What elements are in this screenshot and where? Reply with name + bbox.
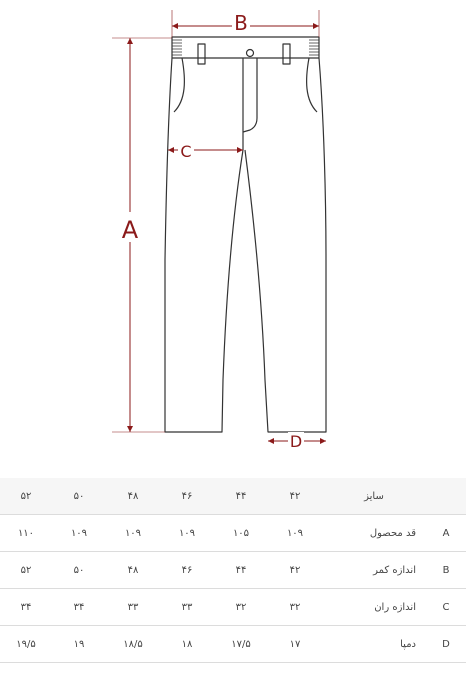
value-cell: ۱۰۹ (106, 515, 160, 552)
size-cell: ۵۰ (52, 478, 106, 515)
table-row (0, 515, 466, 552)
value-cell: ۳۲ (214, 589, 268, 626)
value-cell: ۴۴ (214, 552, 268, 589)
value-cell: ۱۰۹ (268, 515, 322, 552)
value-cell: ۱۸/۵ (106, 626, 160, 663)
value-cell: ۱۰۵ (214, 515, 268, 552)
row-letter: A (426, 515, 466, 552)
value-cell: ۴۸ (106, 552, 160, 589)
row-label: اندازه کمر (322, 552, 426, 589)
value-cell: ۳۴ (0, 589, 52, 626)
value-cell: ۱۰۹ (160, 515, 214, 552)
measurement-arrows (127, 23, 326, 444)
row-letter: C (426, 589, 466, 626)
value-cell: ۳۳ (106, 589, 160, 626)
label-d: D (289, 432, 303, 450)
value-cell: ۱۰۹ (52, 515, 106, 552)
size-cell: ۴۲ (268, 478, 322, 515)
label-b: B (234, 11, 248, 35)
header-label: سایز (322, 478, 426, 515)
pants-outline (165, 37, 326, 432)
measurement-lines (112, 10, 326, 441)
size-cell: ۴۴ (214, 478, 268, 515)
header-letter (426, 478, 466, 515)
table-row (0, 552, 466, 589)
value-cell: ۴۲ (268, 552, 322, 589)
table-row (0, 589, 466, 626)
value-cell: ۱۹ (52, 626, 106, 663)
value-cell: ۱۱۰ (0, 515, 52, 552)
row-label: قد محصول (322, 515, 426, 552)
value-cell: ۵۲ (0, 552, 52, 589)
value-cell: ۱۷/۵ (214, 626, 268, 663)
table-row (0, 626, 466, 663)
size-cell: ۵۲ (0, 478, 52, 515)
size-cell: ۴۸ (106, 478, 160, 515)
value-cell: ۱۹/۵ (0, 626, 52, 663)
label-a: A (121, 216, 139, 244)
size-cell: ۴۶ (160, 478, 214, 515)
value-cell: ۳۴ (52, 589, 106, 626)
row-letter: D (426, 626, 466, 663)
row-label: اندازه ران (322, 589, 426, 626)
size-table-header (0, 478, 466, 515)
label-c: C (180, 142, 192, 161)
size-table (0, 478, 466, 663)
row-letter: B (426, 552, 466, 589)
value-cell: ۳۲ (268, 589, 322, 626)
row-label: دمپا (322, 626, 426, 663)
value-cell: ۴۶ (160, 552, 214, 589)
value-cell: ۳۳ (160, 589, 214, 626)
value-cell: ۱۷ (268, 626, 322, 663)
value-cell: ۱۸ (160, 626, 214, 663)
value-cell: ۵۰ (52, 552, 106, 589)
